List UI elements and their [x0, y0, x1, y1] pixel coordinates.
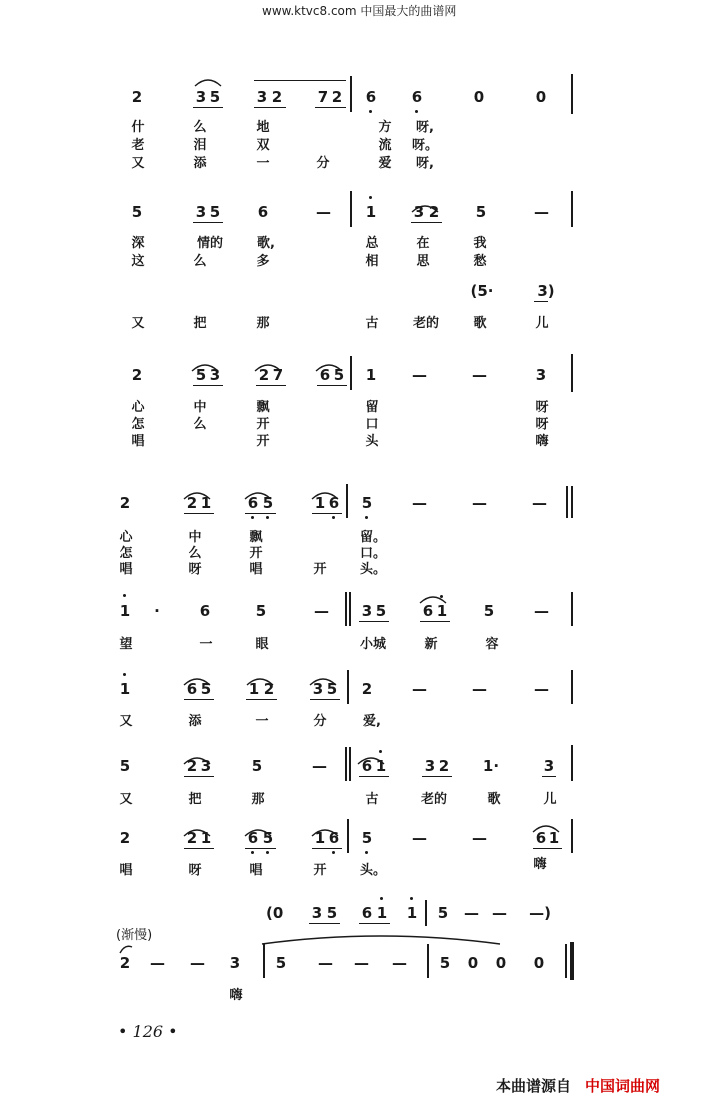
underline	[184, 848, 214, 849]
note: 0	[467, 954, 479, 972]
lyric: 相	[365, 254, 379, 269]
lyric: 唱	[249, 863, 263, 878]
note: —	[392, 954, 407, 972]
note: 5	[251, 757, 263, 775]
note: 2	[131, 366, 143, 384]
barline	[571, 745, 573, 781]
page-number: • 126 •	[118, 1022, 178, 1041]
note: 3	[361, 602, 373, 620]
barline	[571, 74, 573, 114]
note: 2	[186, 494, 198, 512]
note: 3	[229, 954, 241, 972]
note: 6	[361, 757, 373, 775]
note: —	[316, 203, 331, 221]
lyric: 心	[131, 400, 145, 415]
lyric: 小城	[359, 637, 386, 652]
lyric: 爱	[378, 156, 392, 171]
low-dot	[365, 516, 368, 519]
underline	[184, 776, 214, 777]
note: —	[412, 494, 427, 512]
barline	[263, 944, 265, 978]
note: 3)	[537, 282, 555, 300]
note: 5	[275, 954, 287, 972]
lyric: 么	[188, 546, 202, 561]
note: 0	[495, 954, 507, 972]
footer-source	[496, 1075, 660, 1096]
note: 3	[256, 88, 268, 106]
lyric: 一	[255, 714, 269, 729]
note: 6	[186, 680, 198, 698]
note: 5	[375, 602, 387, 620]
note: 1	[375, 757, 387, 775]
note: 1	[200, 829, 212, 847]
note: 6	[199, 602, 211, 620]
lyric: 又	[131, 156, 145, 171]
note: 1	[365, 366, 377, 384]
note: —	[412, 829, 427, 847]
note: ·	[154, 602, 160, 620]
high-dot	[380, 897, 383, 900]
note: 1	[365, 203, 377, 221]
barline	[347, 670, 349, 704]
lyric: 头。	[359, 863, 386, 878]
note: 5	[200, 680, 212, 698]
barline	[425, 900, 427, 926]
lyric: 歌,	[257, 236, 275, 251]
lyric: 么	[193, 254, 207, 269]
lyric: 么	[193, 417, 207, 432]
note: 2	[258, 366, 270, 384]
lyric: 那	[251, 792, 265, 807]
lyric: 又	[119, 714, 133, 729]
low-dot	[266, 516, 269, 519]
lyric: 添	[188, 714, 202, 729]
lyric: 老的	[420, 792, 447, 807]
lyric: 爱,	[363, 714, 381, 729]
lyric: 容	[485, 637, 499, 652]
note: 6	[257, 203, 269, 221]
lyric: 方	[378, 120, 392, 135]
note: 2	[263, 680, 275, 698]
note: 5	[195, 366, 207, 384]
note: 3	[200, 757, 212, 775]
barline	[349, 747, 351, 781]
note: 1	[406, 904, 418, 922]
note: 0	[533, 954, 545, 972]
note: 5	[483, 602, 495, 620]
underline	[245, 513, 276, 514]
note: 3	[195, 88, 207, 106]
barline	[347, 819, 349, 853]
lyric: 一	[256, 156, 270, 171]
note: 3	[312, 680, 324, 698]
underline	[420, 621, 450, 622]
underline	[542, 776, 556, 777]
lyric: 歌	[473, 316, 487, 331]
lyric: 儿	[535, 316, 549, 331]
note: —)	[529, 904, 551, 922]
barline	[349, 592, 351, 626]
lyric: 开	[256, 434, 270, 449]
note: —	[534, 680, 549, 698]
lyric: 开	[313, 562, 327, 577]
note: 5	[361, 494, 373, 512]
lyric: 双	[256, 138, 270, 153]
lyric: 我	[473, 236, 487, 251]
note: —	[190, 954, 205, 972]
lyric: 留	[365, 400, 379, 415]
lyric: 开	[249, 546, 263, 561]
barline	[345, 747, 347, 781]
underline	[245, 848, 276, 849]
lyric: 把	[193, 316, 207, 331]
note: 5	[255, 602, 267, 620]
lyric: 嗨	[229, 988, 243, 1003]
note: —	[412, 680, 427, 698]
lyric: 唱	[119, 562, 133, 577]
note: —	[534, 602, 549, 620]
note: 3	[311, 904, 323, 922]
barline	[566, 486, 568, 518]
note: 5	[475, 203, 487, 221]
tempo-marking: (渐慢)	[116, 928, 153, 943]
note: —	[354, 954, 369, 972]
barline	[571, 191, 573, 227]
barline	[571, 670, 573, 704]
footer-source-text: 本曲谱源自	[496, 1077, 572, 1095]
note: 1	[119, 680, 131, 698]
underline	[317, 385, 347, 386]
note: 5	[262, 494, 274, 512]
note: 3	[209, 366, 221, 384]
note: 0	[473, 88, 485, 106]
note: (5·	[470, 282, 494, 300]
note: —	[532, 494, 547, 512]
note: 2	[438, 757, 450, 775]
note: 6	[535, 829, 547, 847]
lyric: 在	[416, 236, 430, 251]
note: 6	[411, 88, 423, 106]
note: 6	[319, 366, 331, 384]
lyric: 头。	[359, 562, 386, 577]
underline	[184, 513, 214, 514]
underline	[309, 923, 340, 924]
site-header: www.ktvc8.com 中国最大的曲谱网	[262, 4, 457, 18]
lyric: 心	[119, 530, 133, 545]
low-dot	[415, 110, 418, 113]
note: 6	[328, 829, 340, 847]
lyric: 头	[365, 434, 379, 449]
lyric: 添	[193, 156, 207, 171]
note: —	[492, 904, 507, 922]
underline	[312, 513, 342, 514]
lyric: 一	[199, 637, 213, 652]
low-dot	[266, 851, 269, 854]
note: 1	[548, 829, 560, 847]
low-dot	[369, 110, 372, 113]
lyric: 呀	[535, 400, 549, 415]
lyric: 留。	[359, 530, 386, 545]
note: —	[472, 680, 487, 698]
underline	[533, 848, 562, 849]
note: 5	[262, 829, 274, 847]
note: 1	[314, 829, 326, 847]
underline	[193, 385, 223, 386]
underline	[422, 776, 452, 777]
note: 0	[535, 88, 547, 106]
note: 1	[314, 494, 326, 512]
lyric: 又	[131, 316, 145, 331]
lyric: 口。	[359, 546, 386, 561]
lyric: 古	[365, 316, 379, 331]
lyric: 怎	[131, 417, 145, 432]
high-dot	[410, 897, 413, 900]
note: 3	[543, 757, 555, 775]
lyric: 嗨	[535, 434, 549, 449]
note: —	[464, 904, 479, 922]
lyric: 开	[256, 417, 270, 432]
note: 2	[428, 203, 440, 221]
note: (0	[266, 904, 284, 922]
note: 5	[326, 904, 338, 922]
underline	[411, 222, 442, 223]
footer-site-name[interactable]: 中国词曲网	[585, 1077, 661, 1095]
lyric: 把	[188, 792, 202, 807]
lyric: 呀,	[416, 120, 434, 135]
note: 5	[361, 829, 373, 847]
note: 1	[248, 680, 260, 698]
lyric: 儿	[543, 792, 557, 807]
underline	[256, 385, 286, 386]
note: —	[150, 954, 165, 972]
low-dot	[365, 851, 368, 854]
underline	[359, 776, 389, 777]
lyric: 分	[313, 714, 327, 729]
note: 5	[209, 88, 221, 106]
lyric: 思	[416, 254, 430, 269]
lyric: 唱	[119, 863, 133, 878]
note: 2	[186, 757, 198, 775]
underline	[310, 699, 340, 700]
note: 7	[317, 88, 329, 106]
lyric: 又	[119, 792, 133, 807]
note: 1	[376, 904, 388, 922]
note: 1	[200, 494, 212, 512]
lyric: 这	[131, 254, 145, 269]
lyric: 多	[256, 254, 270, 269]
note: —	[314, 602, 329, 620]
lyric: 飘	[249, 530, 263, 545]
low-dot	[251, 851, 254, 854]
lyric: 口	[365, 417, 379, 432]
lyric: 呀	[188, 562, 202, 577]
note: 6	[328, 494, 340, 512]
lyric: 老的	[412, 316, 439, 331]
underline	[254, 107, 286, 108]
barline	[571, 819, 573, 853]
barline	[571, 486, 573, 518]
note: 2	[119, 829, 131, 847]
beam	[254, 80, 346, 81]
note: 5	[119, 757, 131, 775]
note: 1	[436, 602, 448, 620]
lyric: 总	[365, 236, 379, 251]
lyric: 嗨	[533, 857, 547, 872]
high-dot	[440, 595, 443, 598]
underline	[312, 848, 342, 849]
barline	[346, 484, 348, 518]
note: 2	[361, 680, 373, 698]
lyric: 眼	[255, 637, 269, 652]
lyric: 泪	[193, 138, 207, 153]
lyric: 唱	[131, 434, 145, 449]
note: 1·	[482, 757, 500, 775]
underline	[193, 107, 223, 108]
note: 2	[131, 88, 143, 106]
note: 6	[365, 88, 377, 106]
barline	[350, 356, 352, 390]
lyric: 地	[256, 120, 270, 135]
lyric: 愁	[473, 254, 487, 269]
note: 2	[331, 88, 343, 106]
lyric: 流	[378, 138, 392, 153]
underline	[246, 699, 277, 700]
low-dot	[251, 516, 254, 519]
note: 2	[186, 829, 198, 847]
lyric: 那	[256, 316, 270, 331]
lyric: 飘	[256, 400, 270, 415]
barline	[345, 592, 347, 626]
lyric: 什	[131, 120, 145, 135]
note: 2	[119, 494, 131, 512]
note: 6	[422, 602, 434, 620]
note: 3	[195, 203, 207, 221]
lyric: 新	[424, 637, 438, 652]
note: 6	[247, 829, 259, 847]
underline	[315, 107, 346, 108]
lyric: 歌	[487, 792, 501, 807]
barline	[350, 191, 352, 227]
low-dot	[332, 851, 335, 854]
note: —	[412, 366, 427, 384]
note: 3	[424, 757, 436, 775]
lyric: 中	[193, 400, 207, 415]
lyric: 呀。	[411, 138, 438, 153]
note: 5	[437, 904, 449, 922]
note: —	[534, 203, 549, 221]
lyric: 情的	[196, 236, 223, 251]
lyric: 老	[131, 138, 145, 153]
note: 5	[209, 203, 221, 221]
note: —	[472, 366, 487, 384]
underline	[359, 621, 389, 622]
note: —	[472, 494, 487, 512]
lyric: 开	[313, 863, 327, 878]
lyric: 呀,	[416, 156, 434, 171]
lyric: 深	[131, 236, 145, 251]
note: 6	[247, 494, 259, 512]
lyric: 么	[193, 120, 207, 135]
barline	[571, 354, 573, 392]
lyric: 呀	[535, 417, 549, 432]
underline	[534, 301, 548, 302]
note: 7	[272, 366, 284, 384]
note: 2	[271, 88, 283, 106]
note: —	[472, 829, 487, 847]
barline	[427, 944, 429, 978]
high-dot	[123, 594, 126, 597]
underline	[184, 699, 214, 700]
high-dot	[123, 673, 126, 676]
note: 3	[535, 366, 547, 384]
barline	[565, 944, 567, 978]
note: —	[318, 954, 333, 972]
high-dot	[369, 196, 372, 199]
underline	[193, 222, 223, 223]
note: 1	[119, 602, 131, 620]
final-barline	[570, 942, 574, 980]
lyric: 怎	[119, 546, 133, 561]
note: 5	[131, 203, 143, 221]
note: 5	[326, 680, 338, 698]
lyric: 呀	[188, 863, 202, 878]
underline	[359, 923, 390, 924]
barline	[350, 76, 352, 112]
high-dot	[379, 750, 382, 753]
note: 6	[361, 904, 373, 922]
lyric: 唱	[249, 562, 263, 577]
low-dot	[332, 516, 335, 519]
note: 2	[119, 954, 131, 972]
note: —	[312, 757, 327, 775]
note: 5	[333, 366, 345, 384]
note: 5	[439, 954, 451, 972]
lyric: 中	[188, 530, 202, 545]
lyric: 望	[119, 637, 133, 652]
lyric: 古	[365, 792, 379, 807]
barline	[571, 592, 573, 626]
lyric: 分	[316, 156, 330, 171]
note: 3	[413, 203, 425, 221]
